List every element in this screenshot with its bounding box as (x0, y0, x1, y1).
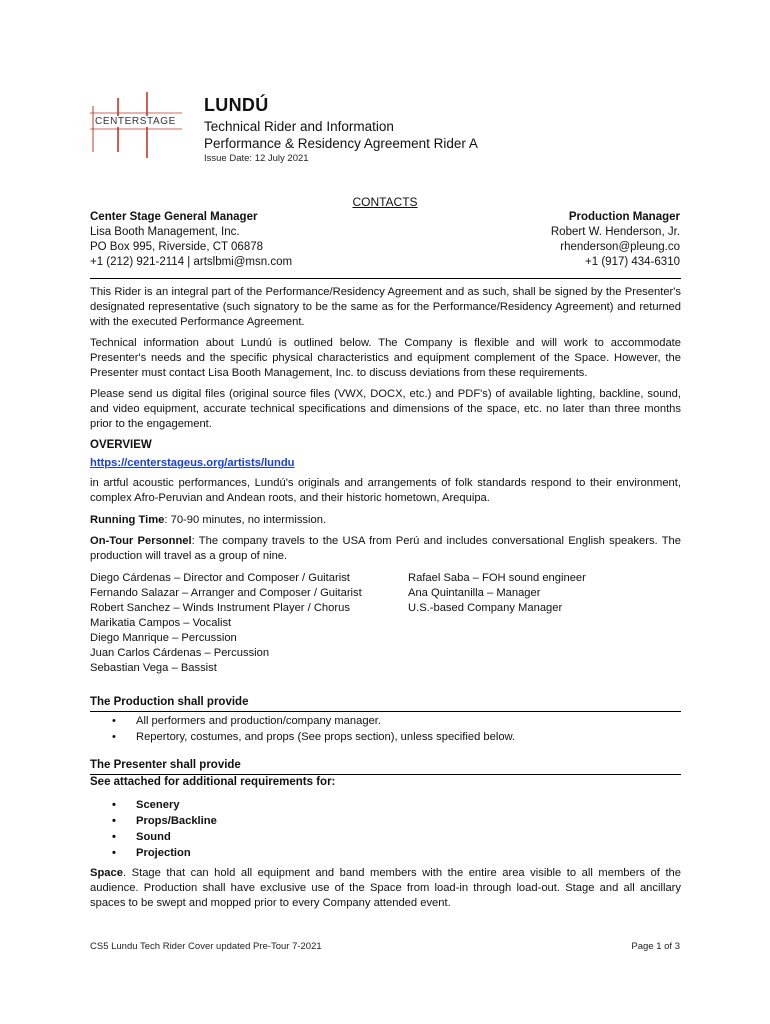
crew-member: Juan Carlos Cárdenas – Percussion (90, 647, 270, 659)
contact-right-phone: +1 (917) 434-6310 (585, 256, 680, 268)
contact-production-manager (551, 210, 680, 270)
bullet-icon: • (112, 847, 116, 859)
crew-member: Ana Quintanilla – Manager (408, 587, 541, 599)
crew-list-right (408, 571, 586, 616)
overview-heading: OVERVIEW (90, 439, 152, 451)
list-item-text: Repertory, costumes, and props (See props section), unless specified below. (136, 731, 516, 743)
list-item-text: Scenery (136, 799, 180, 811)
contact-left-role: Center Stage General Manager (90, 211, 258, 223)
presenter-subheading: See attached for additional requirements for: (90, 776, 336, 788)
running-time-value: : 70-90 minutes, no intermission. (164, 514, 327, 526)
crew-member: Rafael Saba – FOH sound engineer (408, 572, 586, 584)
document-subtitle-1: Technical Rider and Information (204, 119, 394, 134)
contact-right-email: rhenderson@pleung.co (560, 241, 680, 253)
crew-member: Diego Manrique – Percussion (90, 632, 237, 644)
contact-general-manager (90, 210, 292, 270)
list-item-text: Sound (136, 831, 171, 843)
contact-left-org: Lisa Booth Management, Inc. (90, 226, 240, 238)
list-item (112, 845, 217, 861)
list-item (112, 813, 217, 829)
divider (90, 774, 681, 775)
intro-paragraph-1: This Rider is an integral part of the Performance/Residency Agreement and as such, shall be signed by the Presenter's designated representative (such signatory to be the same as for the Performance/Residency Agreement) and returned with the executed Performance Agreement. (90, 286, 681, 328)
document-subtitle-2: Performance & Residency Agreement Rider A (204, 136, 478, 151)
contact-right-role: Production Manager (568, 211, 680, 223)
contact-right-name: Robert W. Henderson, Jr. (550, 226, 680, 238)
bullet-icon: • (112, 799, 116, 811)
space-paragraph (90, 866, 681, 911)
running-time-label: Running Time (90, 514, 165, 526)
document-title: LUNDÚ (204, 95, 269, 115)
list-item (112, 797, 217, 813)
list-item-text: Projection (136, 847, 191, 859)
crew-member: Diego Cárdenas – Director and Composer / Guitarist (90, 572, 350, 584)
intro-paragraph-3: Please send us digital files (original source files (VWX, DOCX, etc.) and PDF's) of available lighting, backline, sound, and video equipment, accurate technical specifications and dimensions of the space, etc. no later than three months prior to the engagement. (90, 388, 681, 430)
personnel-value: : The company travels to the USA from Perú and includes conversational English speakers. The production will travel as a group of nine. (90, 535, 681, 562)
bullet-icon: • (112, 715, 116, 727)
artist-link[interactable]: https://centerstageus.org/artists/lundu (90, 457, 295, 469)
intro-paragraph-2: Technical information about Lundú is outlined below. The Company is flexible and will work to accommodate Presenter's needs and the specific physical characteristics and equipment complement of the Space. However, the Presenter must contact Lisa Booth Management, Inc. to discuss deviations from these requirements. (90, 337, 681, 379)
presenter-heading: The Presenter shall provide (90, 759, 241, 771)
on-tour-personnel (90, 534, 681, 564)
crew-member: Fernando Salazar – Arranger and Composer / Guitarist (90, 587, 362, 599)
divider (90, 711, 681, 712)
list-item (112, 729, 515, 745)
list-item (112, 713, 515, 729)
crew-list-left (90, 571, 362, 676)
list-item-text: Props/Backline (136, 815, 217, 827)
crew-member: Sebastian Vega – Bassist (90, 662, 217, 674)
bullet-icon: • (112, 831, 116, 843)
bullet-icon: • (112, 815, 116, 827)
footer-filename: CS5 Lundu Tech Rider Cover updated Pre-Tour 7-2021 (90, 941, 322, 952)
contact-left-phone-email: +1 (212) 921-2114 | artslbmi@msn.com (90, 256, 293, 268)
list-item-text: All performers and production/company manager. (136, 715, 382, 727)
contacts-heading: CONTACTS (352, 195, 418, 209)
overview-description: in artful acoustic performances, Lundú's originals and arrangements of folk standards respond to their environment, complex Afro-Peruvian and Andean roots, and their historic hometown, Arequipa. (90, 477, 681, 504)
crew-member: U.S.-based Company Manager (408, 602, 563, 614)
running-time (90, 513, 681, 528)
crew-member: Robert Sanchez – Winds Instrument Player / Chorus (90, 602, 350, 614)
logo-text: CENTERSTAGE (95, 116, 176, 127)
bullet-icon: • (112, 731, 116, 743)
production-list (112, 713, 515, 745)
space-text: . Stage that can hold all equipment and band members with the entire area visible to all members of the audience. Production shall have exclusive use of the Space from load-in through load-out. Stage and all ancillary spaces to be swept and mopped prior to every Company attended event. (90, 867, 681, 909)
divider (90, 278, 681, 279)
contact-left-address: PO Box 995, Riverside, CT 06878 (90, 241, 264, 253)
space-label: Space (90, 867, 123, 879)
presenter-list (112, 797, 217, 861)
production-heading: The Production shall provide (90, 696, 249, 708)
list-item (112, 829, 217, 845)
footer-page-number: Page 1 of 3 (631, 941, 680, 952)
crew-member: Marikatia Campos – Vocalist (90, 617, 232, 629)
personnel-label: On-Tour Personnel (90, 535, 192, 547)
issue-date: Issue Date: 12 July 2021 (204, 153, 309, 164)
